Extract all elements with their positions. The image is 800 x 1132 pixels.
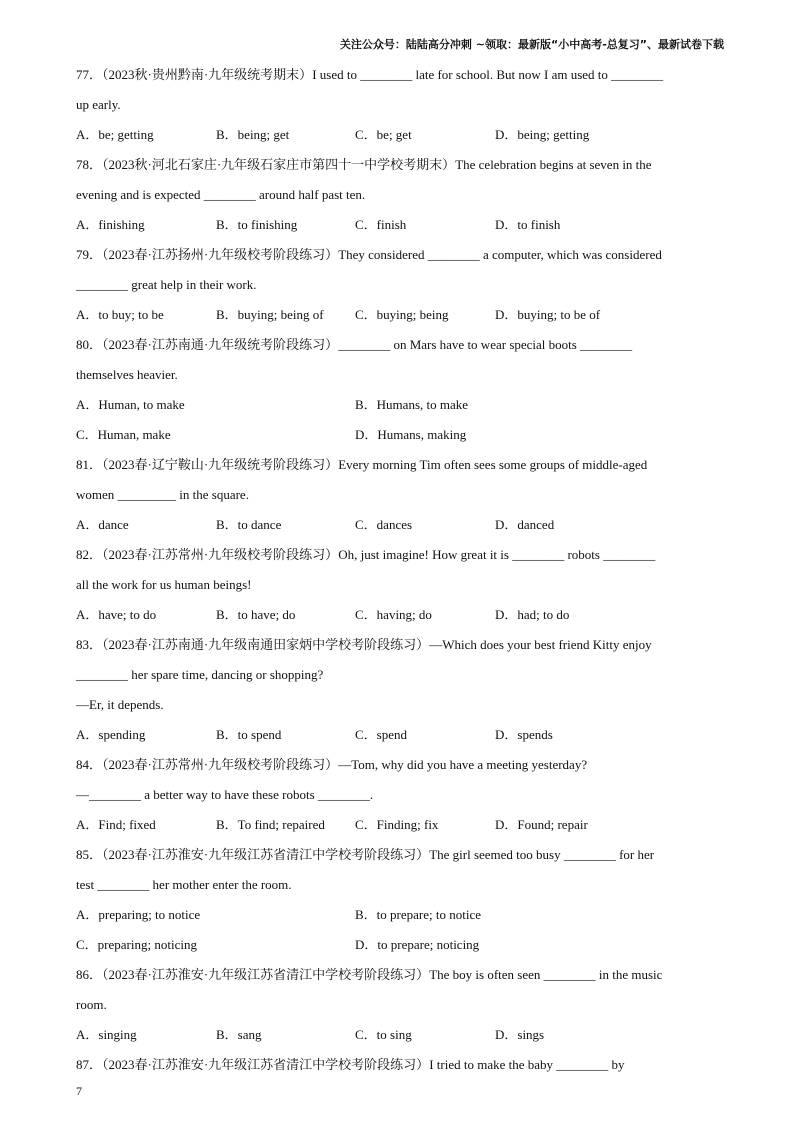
question-text: Oh, just imagine! How great it is ________ robots ________	[338, 547, 656, 562]
option-a[interactable]: A．have; to do	[76, 607, 157, 622]
question-number: 81．	[76, 457, 103, 472]
question-text: Every morning Tim often sees some groups of middle-aged	[338, 457, 648, 472]
option-d[interactable]: D．to prepare; noticing	[355, 937, 480, 952]
question-number: 77．	[76, 67, 103, 82]
option-a[interactable]: A．preparing; to notice	[76, 907, 201, 922]
question-text: —Tom, why did you have a meeting yesterday?	[338, 757, 588, 772]
question-number: 80．	[76, 337, 103, 352]
question-text: —Which does your best friend Kitty enjoy	[429, 637, 652, 652]
page-number: 7	[76, 1084, 82, 1098]
option-d[interactable]: D．buying; to be of	[495, 307, 601, 322]
question-number: 85．	[76, 847, 103, 862]
option-b[interactable]: B．to dance	[216, 517, 282, 532]
question-82	[76, 540, 726, 630]
option-c[interactable]: C．be; get	[355, 127, 412, 142]
question-text: The girl seemed too busy ________ for her	[429, 847, 655, 862]
option-d[interactable]: D．spends	[495, 727, 553, 742]
option-b[interactable]: B．Humans, to make	[355, 397, 469, 412]
question-text: up early.	[76, 97, 121, 112]
question-source: （2023春·江苏常州·九年级校考阶段练习）	[102, 547, 339, 562]
option-a[interactable]: A．dance	[76, 517, 129, 532]
question-number: 78．	[76, 157, 103, 172]
option-a[interactable]: A．spending	[76, 727, 146, 742]
option-c[interactable]: C．preparing; noticing	[76, 937, 197, 952]
question-81	[76, 450, 726, 540]
question-source: （2023春·辽宁鞍山·九年级统考阶段练习）	[102, 457, 339, 472]
question-83	[76, 630, 726, 750]
question-source: （2023春·江苏扬州·九年级校考阶段练习）	[102, 247, 339, 262]
question-text: The boy is often seen ________ in the music	[429, 967, 663, 982]
options-row	[76, 930, 726, 960]
options-row	[76, 510, 726, 540]
question-text: The celebration begins at seven in the	[455, 157, 652, 172]
question-number: 87．	[76, 1057, 103, 1072]
question-text: room.	[76, 997, 107, 1012]
options-row	[76, 720, 726, 750]
question-text: ________ on Mars have to wear special boots ________	[338, 337, 633, 352]
question-text: test ________ her mother enter the room.	[76, 877, 292, 892]
option-d[interactable]: D．Found; repair	[495, 817, 588, 832]
question-text: They considered ________ a computer, which was considered	[338, 247, 662, 262]
question-text: —Er, it depends.	[76, 697, 164, 712]
option-a[interactable]: A．Human, to make	[76, 397, 185, 412]
question-source: （2023春·江苏南通·九年级统考阶段练习）	[102, 337, 339, 352]
option-a[interactable]: A．be; getting	[76, 127, 154, 142]
options-row	[76, 210, 726, 240]
options-row	[76, 900, 726, 930]
options-row	[76, 420, 726, 450]
question-number: 86．	[76, 967, 103, 982]
question-text: —________ a better way to have these robots ________.	[76, 787, 374, 802]
question-77	[76, 60, 726, 150]
question-source: （2023春·江苏淮安·九年级江苏省清江中学校考阶段练习）	[102, 1057, 430, 1072]
options-row	[76, 810, 726, 840]
options-row	[76, 390, 726, 420]
question-86	[76, 960, 726, 1050]
option-d[interactable]: D．being; getting	[495, 127, 590, 142]
question-80	[76, 330, 726, 450]
question-source: （2023秋·贵州黔南·九年级统考期末）	[102, 67, 313, 82]
question-source: （2023秋·河北石家庄·九年级石家庄市第四十一中学校考期末）	[102, 157, 456, 172]
question-number: 84．	[76, 757, 103, 772]
option-d[interactable]: D．to finish	[495, 217, 561, 232]
options-row	[76, 1020, 726, 1050]
question-text: women _________ in the square.	[76, 487, 249, 502]
question-text: I tried to make the baby ________ by	[429, 1057, 625, 1072]
question-87	[76, 1050, 726, 1080]
question-source: （2023春·江苏淮安·九年级江苏省清江中学校考阶段练习）	[102, 847, 430, 862]
option-b[interactable]: B．being; get	[216, 127, 290, 142]
option-a[interactable]: A．singing	[76, 1027, 137, 1042]
option-c[interactable]: C．spend	[355, 727, 408, 742]
option-c[interactable]: C．dances	[355, 517, 413, 532]
question-85	[76, 840, 726, 960]
options-row	[76, 120, 726, 150]
question-84	[76, 750, 726, 840]
question-text: ________ great help in their work.	[76, 277, 257, 292]
option-b[interactable]: B．sang	[216, 1027, 262, 1042]
options-row	[76, 600, 726, 630]
option-d[interactable]: D．sings	[495, 1027, 545, 1042]
question-text: I used to ________ late for school. But now I am used to ________	[312, 67, 664, 82]
question-list	[76, 60, 726, 1080]
option-c[interactable]: C．buying; being	[355, 307, 449, 322]
option-b[interactable]: B．buying; being of	[216, 307, 324, 322]
question-number: 82．	[76, 547, 103, 562]
option-b[interactable]: B．To find; repaired	[216, 817, 325, 832]
option-d[interactable]: D．Humans, making	[355, 427, 467, 442]
question-78	[76, 150, 726, 240]
option-b[interactable]: B．to finishing	[216, 217, 298, 232]
option-b[interactable]: B．to have; do	[216, 607, 296, 622]
option-d[interactable]: D．had; to do	[495, 607, 570, 622]
question-source: （2023春·江苏南通·九年级南通田家炳中学校考阶段练习）	[102, 637, 430, 652]
option-c[interactable]: C．Human, make	[76, 427, 171, 442]
options-row	[76, 300, 726, 330]
option-c[interactable]: C．finish	[355, 217, 407, 232]
question-number: 83．	[76, 637, 103, 652]
option-c[interactable]: C．to sing	[355, 1027, 412, 1042]
question-text: all the work for us human beings!	[76, 577, 252, 592]
option-b[interactable]: B．to spend	[216, 727, 282, 742]
question-79	[76, 240, 726, 330]
question-text: themselves heavier.	[76, 367, 178, 382]
option-c[interactable]: C．having; do	[355, 607, 432, 622]
option-a[interactable]: A．to buy; to be	[76, 307, 164, 322]
question-source: （2023春·江苏淮安·九年级江苏省清江中学校考阶段练习）	[102, 967, 430, 982]
option-d[interactable]: D．danced	[495, 517, 555, 532]
option-c[interactable]: C．Finding; fix	[355, 817, 439, 832]
question-text: ________ her spare time, dancing or shopping?	[76, 667, 324, 682]
option-b[interactable]: B．to prepare; to notice	[355, 907, 481, 922]
page-header: 关注公众号：陆陆高分冲刺 ~领取：最新版“小中高考-总复习”、最新试卷下载	[339, 38, 724, 51]
option-a[interactable]: A．Find; fixed	[76, 817, 156, 832]
option-a[interactable]: A．finishing	[76, 217, 145, 232]
question-text: evening and is expected ________ around half past ten.	[76, 187, 366, 202]
question-number: 79．	[76, 247, 103, 262]
question-source: （2023春·江苏常州·九年级校考阶段练习）	[102, 757, 339, 772]
